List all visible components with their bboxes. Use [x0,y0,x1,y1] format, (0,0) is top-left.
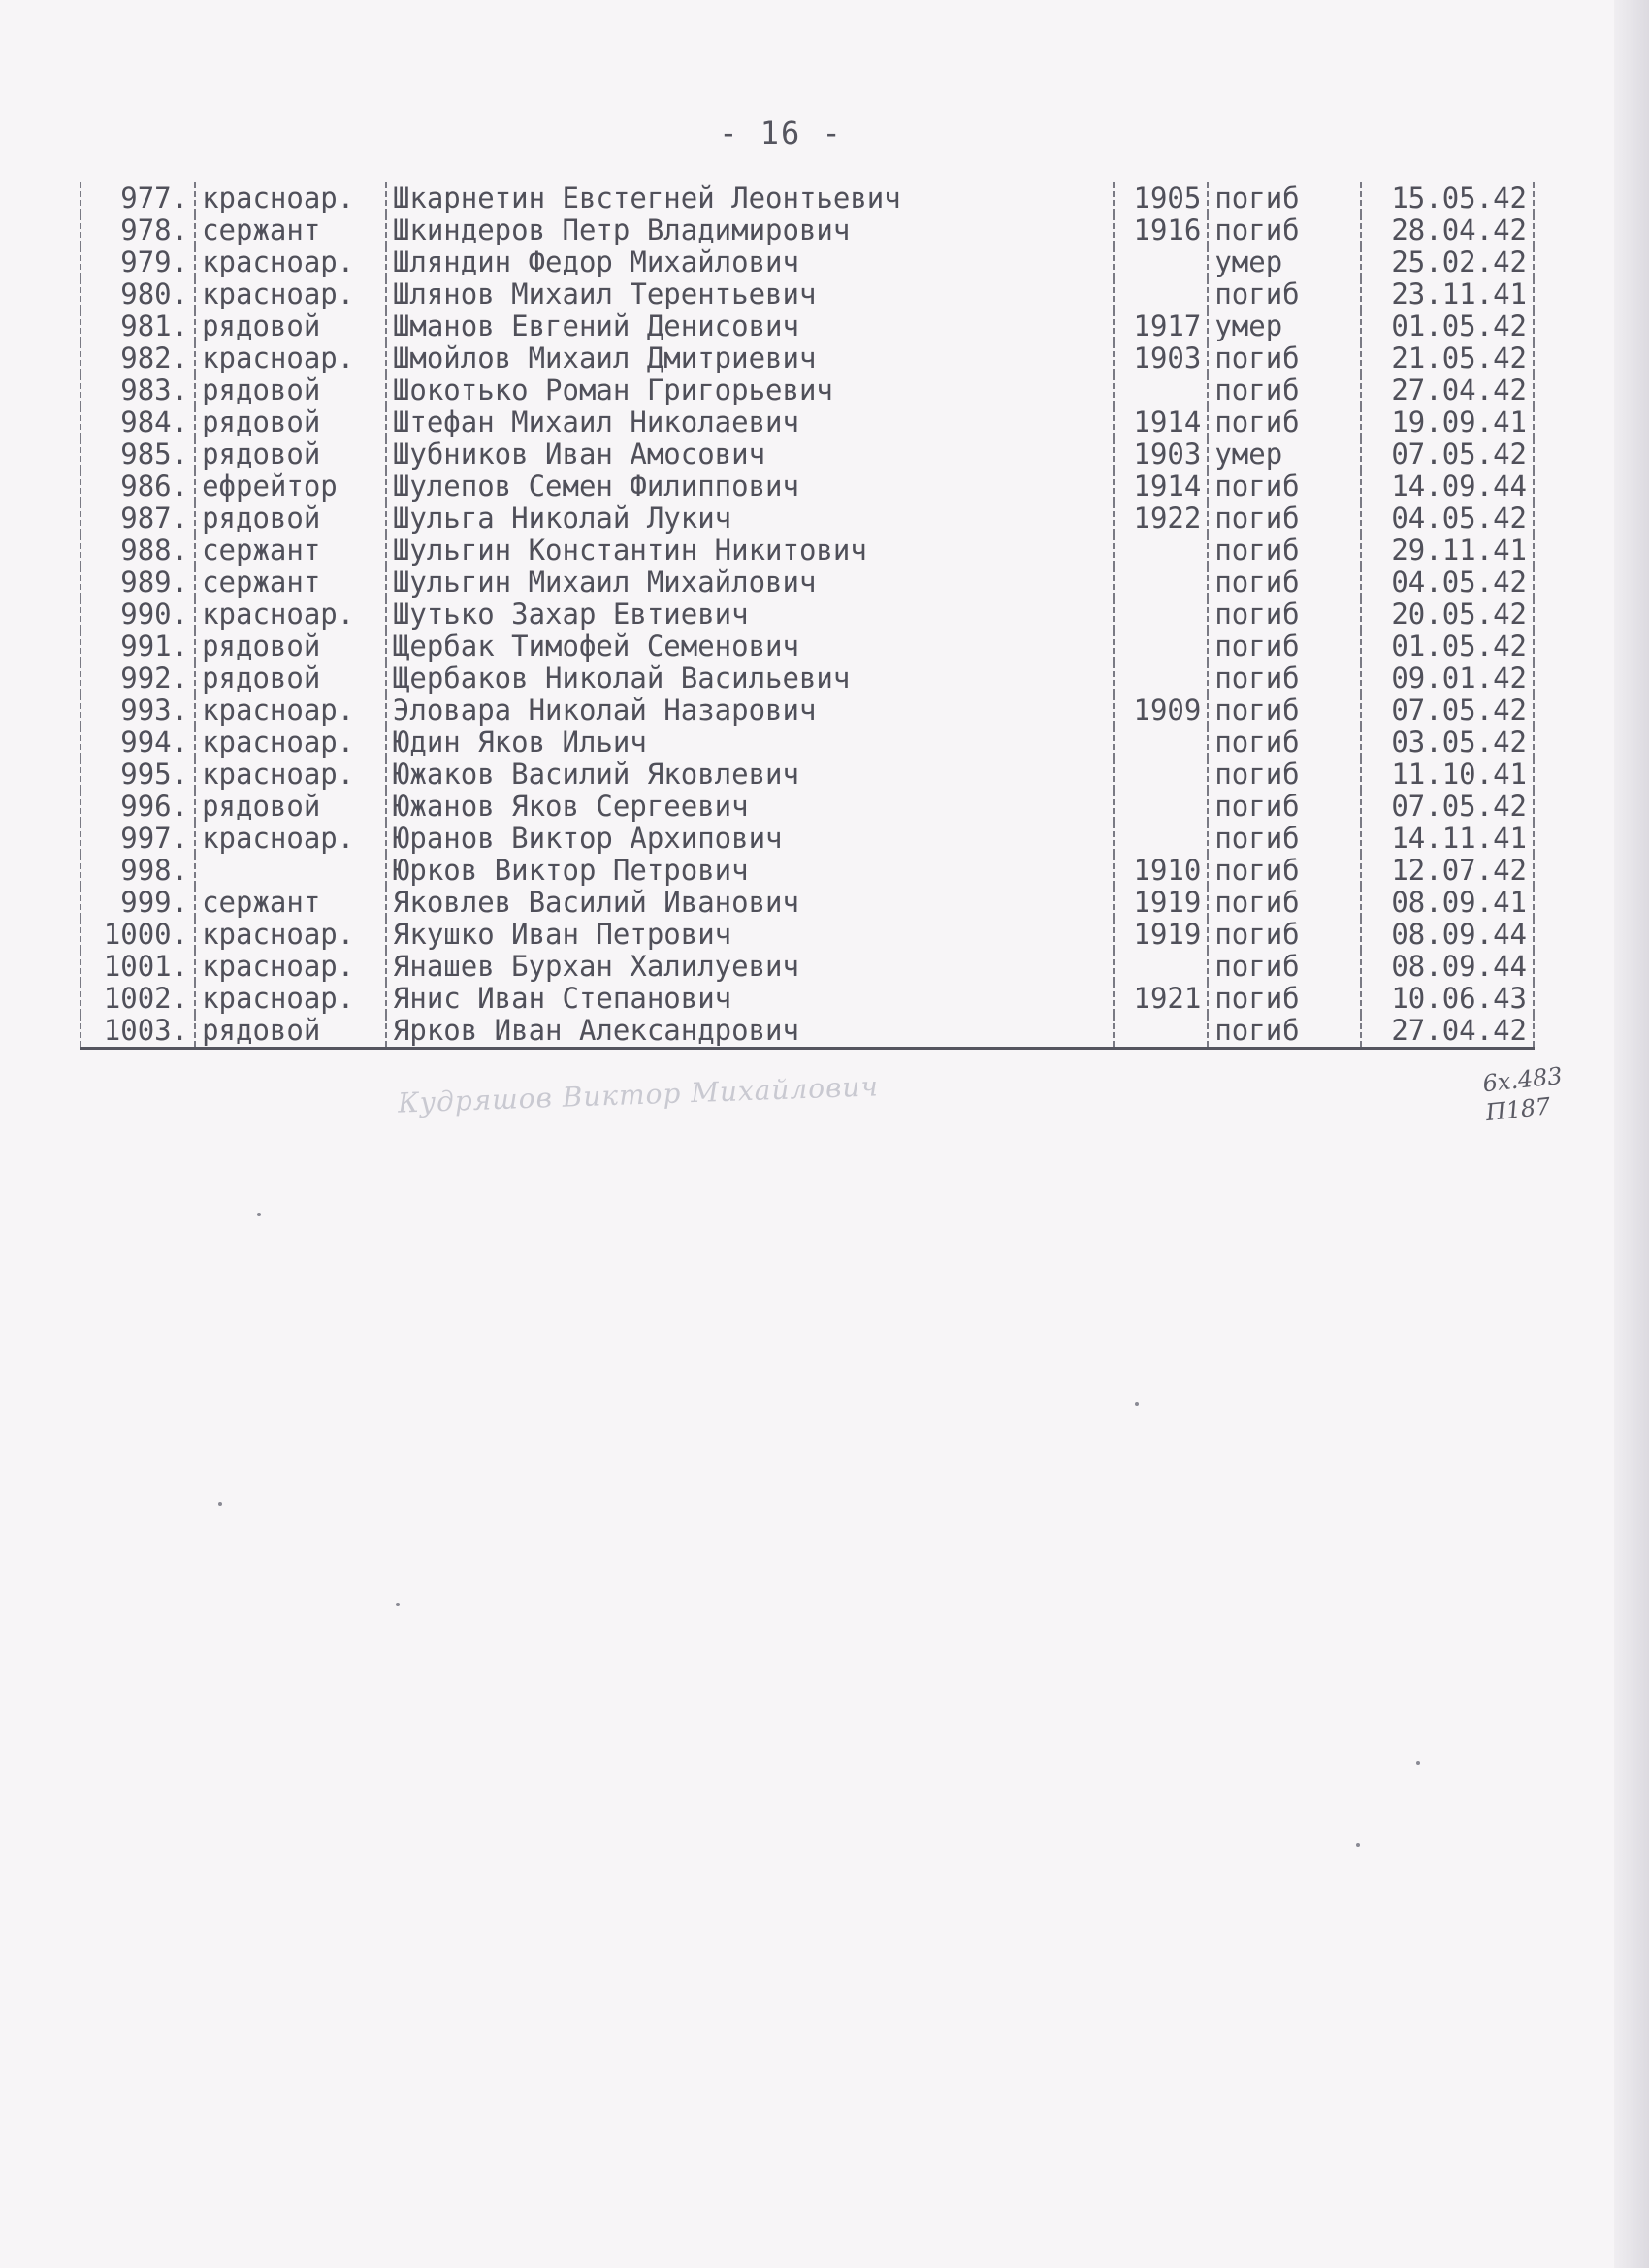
row-rank: рядовой [195,1015,386,1049]
row-name: Юранов Виктор Архипович [386,823,1114,855]
row-name: Юдин Яков Ильич [386,727,1114,759]
roster-body [81,182,1534,1049]
row-number: 985. [81,438,195,470]
table-row [81,791,1534,823]
row-rank: рядовой [195,438,386,470]
row-name: Якушко Иван Петрович [386,919,1114,951]
table-row [81,278,1534,310]
row-number: 984. [81,406,195,438]
table-row [81,631,1534,663]
table-row [81,214,1534,246]
row-rank: рядовой [195,310,386,342]
row-birth-year [1114,1015,1208,1049]
archive-mark-line-1: 6х.483 [1481,1061,1564,1098]
row-number: 981. [81,310,195,342]
scan-speck [257,1213,261,1216]
row-name: Штефан Михаил Николаевич [386,406,1114,438]
row-name: Шманов Евгений Денисович [386,310,1114,342]
row-date: 12.07.42 [1361,855,1534,887]
row-date: 01.05.42 [1361,631,1534,663]
row-birth-year: 1919 [1114,919,1208,951]
row-number: 993. [81,695,195,727]
row-status: погиб [1208,823,1360,855]
row-rank: рядовой [195,406,386,438]
scan-speck [218,1502,222,1506]
row-number: 992. [81,663,195,695]
row-rank: красноар. [195,727,386,759]
row-status: погиб [1208,887,1360,919]
row-number: 997. [81,823,195,855]
table-row [81,951,1534,983]
row-birth-year: 1916 [1114,214,1208,246]
row-date: 07.05.42 [1361,438,1534,470]
row-status: погиб [1208,470,1360,502]
row-rank [195,855,386,887]
table-row [81,887,1534,919]
row-birth-year [1114,599,1208,631]
row-birth-year [1114,246,1208,278]
row-birth-year [1114,951,1208,983]
row-number: 977. [81,182,195,214]
row-number: 983. [81,374,195,406]
scan-edge [1614,0,1649,2268]
row-date: 11.10.41 [1361,759,1534,791]
table-row [81,310,1534,342]
row-number: 991. [81,631,195,663]
row-date: 01.05.42 [1361,310,1534,342]
row-rank: красноар. [195,823,386,855]
table-row [81,823,1534,855]
handwritten-note: Кудряшов Виктор Михайлович [397,1070,880,1119]
row-rank: ефрейтор [195,470,386,502]
row-name: Шмойлов Михаил Дмитриевич [386,342,1114,374]
row-number: 979. [81,246,195,278]
row-number: 1000. [81,919,195,951]
row-name: Шкиндеров Петр Владимирович [386,214,1114,246]
row-name: Щербак Тимофей Семенович [386,631,1114,663]
table-row [81,599,1534,631]
row-rank: красноар. [195,182,386,214]
row-date: 14.11.41 [1361,823,1534,855]
row-status: погиб [1208,663,1360,695]
row-number: 995. [81,759,195,791]
row-birth-year [1114,727,1208,759]
row-birth-year [1114,663,1208,695]
row-name: Щербаков Николай Васильевич [386,663,1114,695]
row-birth-year: 1919 [1114,887,1208,919]
row-number: 980. [81,278,195,310]
row-date: 27.04.42 [1361,374,1534,406]
row-status: погиб [1208,1015,1360,1049]
row-number: 978. [81,214,195,246]
scan-speck [1135,1402,1139,1406]
row-number: 990. [81,599,195,631]
row-status: погиб [1208,567,1360,599]
row-name: Шульгин Михаил Михайлович [386,567,1114,599]
row-rank: рядовой [195,791,386,823]
row-date: 08.09.44 [1361,919,1534,951]
row-rank: красноар. [195,951,386,983]
row-number: 996. [81,791,195,823]
row-date: 04.05.42 [1361,502,1534,535]
row-number: 994. [81,727,195,759]
row-name: Шутько Захар Евтиевич [386,599,1114,631]
row-rank: красноар. [195,246,386,278]
row-status: погиб [1208,278,1360,310]
row-rank: красноар. [195,759,386,791]
row-date: 21.05.42 [1361,342,1534,374]
table-row [81,374,1534,406]
row-date: 03.05.42 [1361,727,1534,759]
row-rank: красноар. [195,342,386,374]
row-number: 986. [81,470,195,502]
page-number: - 16 - [719,114,843,151]
row-status: погиб [1208,535,1360,567]
archive-mark [1481,1061,1567,1127]
scan-speck [1416,1761,1420,1765]
scan-speck [1356,1843,1360,1847]
row-status: погиб [1208,727,1360,759]
table-row [81,438,1534,470]
table-row [81,919,1534,951]
row-status: умер [1208,438,1360,470]
row-date: 08.09.41 [1361,887,1534,919]
row-number: 998. [81,855,195,887]
row-status: погиб [1208,855,1360,887]
row-status: погиб [1208,502,1360,535]
row-name: Янашев Бурхан Халилуевич [386,951,1114,983]
row-status: погиб [1208,374,1360,406]
scan-speck [396,1603,400,1606]
row-date: 19.09.41 [1361,406,1534,438]
row-birth-year: 1914 [1114,470,1208,502]
row-date: 07.05.42 [1361,695,1534,727]
row-number: 982. [81,342,195,374]
table-row [81,855,1534,887]
table-row [81,246,1534,278]
table-row [81,406,1534,438]
row-name: Шлянов Михаил Терентьевич [386,278,1114,310]
table-row [81,983,1534,1015]
row-birth-year [1114,374,1208,406]
row-birth-year [1114,823,1208,855]
row-birth-year: 1905 [1114,182,1208,214]
row-status: погиб [1208,342,1360,374]
row-status: умер [1208,310,1360,342]
row-name: Южаков Василий Яковлевич [386,759,1114,791]
row-name: Шкарнетин Евстегней Леонтьевич [386,182,1114,214]
row-birth-year: 1917 [1114,310,1208,342]
row-status: погиб [1208,214,1360,246]
row-number: 1002. [81,983,195,1015]
table-row [81,695,1534,727]
row-date: 25.02.42 [1361,246,1534,278]
table-row [81,727,1534,759]
row-rank: рядовой [195,502,386,535]
row-birth-year: 1914 [1114,406,1208,438]
row-name: Юрков Виктор Петрович [386,855,1114,887]
row-rank: рядовой [195,374,386,406]
row-rank: красноар. [195,599,386,631]
table-row [81,342,1534,374]
row-name: Южанов Яков Сергеевич [386,791,1114,823]
row-status: погиб [1208,182,1360,214]
row-number: 1001. [81,951,195,983]
row-date: 10.06.43 [1361,983,1534,1015]
row-date: 09.01.42 [1361,663,1534,695]
row-name: Шляндин Федор Михайлович [386,246,1114,278]
row-rank: рядовой [195,631,386,663]
row-rank: рядовой [195,663,386,695]
row-birth-year: 1921 [1114,983,1208,1015]
row-date: 08.09.44 [1361,951,1534,983]
row-date: 29.11.41 [1361,535,1534,567]
casualty-roster-table [80,182,1535,1050]
table-row [81,663,1534,695]
table-row [81,182,1534,214]
row-date: 28.04.42 [1361,214,1534,246]
row-birth-year [1114,759,1208,791]
row-number: 999. [81,887,195,919]
row-birth-year: 1903 [1114,342,1208,374]
row-date: 04.05.42 [1361,567,1534,599]
row-date: 14.09.44 [1361,470,1534,502]
row-status: погиб [1208,983,1360,1015]
row-number: 1003. [81,1015,195,1049]
table-row [81,567,1534,599]
row-name: Эловара Николай Назарович [386,695,1114,727]
row-birth-year: 1909 [1114,695,1208,727]
row-name: Яковлев Василий Иванович [386,887,1114,919]
row-date: 15.05.42 [1361,182,1534,214]
table-row [81,1015,1534,1049]
row-date: 07.05.42 [1361,791,1534,823]
row-name: Ярков Иван Александрович [386,1015,1114,1049]
row-status: погиб [1208,631,1360,663]
row-birth-year [1114,278,1208,310]
row-status: умер [1208,246,1360,278]
row-date: 20.05.42 [1361,599,1534,631]
row-birth-year [1114,791,1208,823]
row-status: погиб [1208,599,1360,631]
row-birth-year: 1910 [1114,855,1208,887]
row-rank: сержант [195,567,386,599]
row-status: погиб [1208,695,1360,727]
row-rank: красноар. [195,278,386,310]
row-birth-year [1114,535,1208,567]
row-number: 989. [81,567,195,599]
table-row [81,759,1534,791]
row-number: 988. [81,535,195,567]
row-rank: красноар. [195,983,386,1015]
row-rank: сержант [195,887,386,919]
row-status: погиб [1208,919,1360,951]
row-birth-year [1114,567,1208,599]
row-number: 987. [81,502,195,535]
archive-mark-line-2: П187 [1484,1092,1552,1127]
row-name: Шульгин Константин Никитович [386,535,1114,567]
row-rank: красноар. [195,919,386,951]
row-status: погиб [1208,951,1360,983]
row-name: Шульга Николай Лукич [386,502,1114,535]
row-rank: красноар. [195,695,386,727]
row-date: 27.04.42 [1361,1015,1534,1049]
row-birth-year [1114,631,1208,663]
table-row [81,470,1534,502]
table-row [81,502,1534,535]
row-status: погиб [1208,406,1360,438]
row-name: Шулепов Семен Филиппович [386,470,1114,502]
row-rank: сержант [195,214,386,246]
row-birth-year: 1903 [1114,438,1208,470]
row-rank: сержант [195,535,386,567]
row-birth-year: 1922 [1114,502,1208,535]
row-status: погиб [1208,791,1360,823]
row-date: 23.11.41 [1361,278,1534,310]
table-row [81,535,1534,567]
row-status: погиб [1208,759,1360,791]
row-name: Янис Иван Степанович [386,983,1114,1015]
row-name: Шубников Иван Амосович [386,438,1114,470]
row-name: Шокотько Роман Григорьевич [386,374,1114,406]
